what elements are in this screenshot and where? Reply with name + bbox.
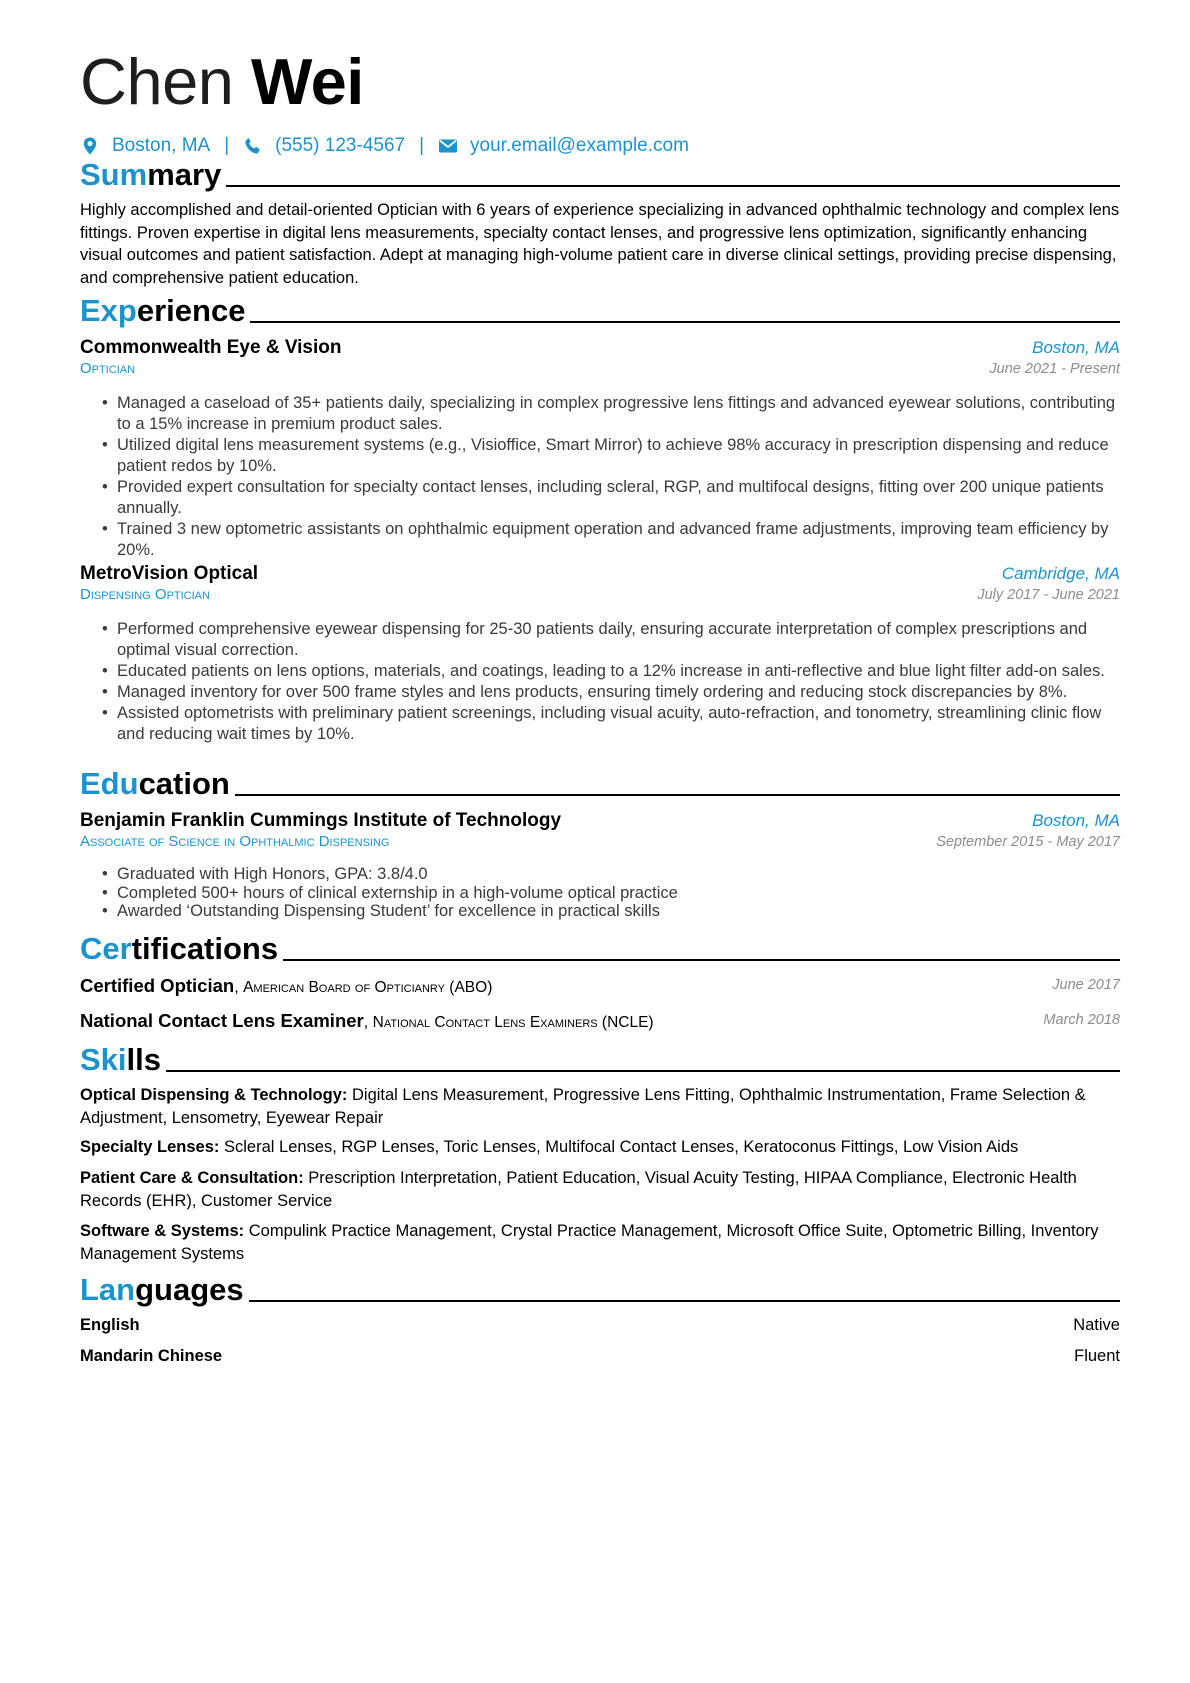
section-title: Skills <box>80 1042 161 1077</box>
list-item: • Managed a caseload of 35+ patients daily, specializing in complex progressive lens fittings and advanced eyewear solutions, contributing to a 15% increase in premium product sales. <box>80 393 1120 435</box>
language-name: Mandarin Chinese <box>80 1347 223 1365</box>
certification-item: Certified Optician, American Board of Opticianry (ABO) June 2017 <box>80 975 1120 996</box>
language-item <box>80 1344 1120 1368</box>
education-bullets <box>80 865 1120 921</box>
map-pin-icon <box>80 136 100 156</box>
section-rule <box>249 1300 1120 1302</box>
summary-text: Highly accomplished and detail-oriented Optician with 6 years of experience specializing in advanced ophthalmic technology and complex lens fittings. Proven expertise in digital lens measurements, specialty contact lenses, and progressive lens optimization, significantly enhancing visual outcomes and patient satisfaction. Adept at managing high-volume patient care in diverse clinical settings, providing precise dispensing, and comprehensive patient education. <box>80 201 1120 287</box>
skill-group <box>80 1136 1120 1159</box>
school-header <box>80 809 1120 833</box>
job-bullets <box>80 393 1120 561</box>
degree: Associate of Science in Ophthalmic Dispensing <box>80 833 390 850</box>
job-header <box>80 336 1120 360</box>
job-role: Dispensing Optician <box>80 586 210 603</box>
language-level: Fluent <box>1074 1347 1120 1365</box>
contact-separator: | <box>419 135 425 156</box>
section-rule <box>235 794 1120 796</box>
last-name: Wei <box>250 45 364 118</box>
language-level: Native <box>1073 1316 1120 1334</box>
certification-name: Certified Optician <box>80 975 235 996</box>
list-item: • Utilized digital lens measurement systems (e.g., Visioffice, Smart Mirror) to achieve 98% accuracy in prescription dispensing and reduce patient redos by 10%. <box>80 435 1120 477</box>
job-dates: July 2017 - June 2021 <box>977 587 1120 603</box>
section-header-languages <box>80 1269 1120 1309</box>
phone-text: (555) 123-4567 <box>275 135 406 156</box>
email-link[interactable]: your.email@example.com <box>470 135 689 156</box>
job-subheader <box>80 585 1120 609</box>
list-item: • Managed inventory for over 500 frame styles and lens products, ensuring timely ordering and reducing stock discrepancies by 8%. <box>80 682 1120 703</box>
section-header-summary <box>80 154 1120 194</box>
list-item: • Educated patients on lens options, materials, and coatings, leading to a 12% increase in anti-reflective and blue light filter add-on sales. <box>80 661 1120 682</box>
section-header-experience <box>80 290 1120 330</box>
list-item: • Graduated with High Honors, GPA: 3.8/4.0 <box>80 865 1120 884</box>
section-title: Education <box>80 766 230 801</box>
job-location: Cambridge, MA <box>1001 564 1120 583</box>
list-item: • Assisted optometrists with preliminary patient screenings, including visual acuity, auto-refraction, and tonometry, streamlining clinic flow and reducing wait times by 10%. <box>80 703 1120 745</box>
job-role: Optician <box>80 360 136 377</box>
candidate-name <box>80 44 364 120</box>
skill-list: Prescription Interpretation, Patient Education, Visual Acuity Testing, HIPAA Compliance, Electronic Health Records (EHR), Customer Service <box>80 1169 1077 1210</box>
first-name: Chen <box>80 45 234 118</box>
phone-icon <box>243 136 263 156</box>
language-item <box>80 1313 1120 1337</box>
section-rule <box>166 1070 1120 1072</box>
skill-group <box>80 1220 1120 1265</box>
certification-org: National Contact Lens Examiners (NCLE) <box>372 1014 654 1031</box>
skill-label: Specialty Lenses: <box>80 1138 220 1156</box>
skill-label: Patient Care & Consultation: <box>80 1169 304 1187</box>
skill-group <box>80 1167 1120 1212</box>
skill-label: Software & Systems: <box>80 1222 245 1240</box>
school-name: Benjamin Franklin Cummings Institute of Technology <box>80 810 562 831</box>
company-name: Commonwealth Eye & Vision <box>80 337 342 358</box>
section-header-certifications <box>80 928 1120 968</box>
skill-label: Optical Dispensing & Technology: <box>80 1086 348 1104</box>
school-location: Boston, MA <box>1032 811 1120 830</box>
list-item: • Trained 3 new optometric assistants on ophthalmic equipment operation and advanced frame adjustments, improving team efficiency by 20%. <box>80 519 1120 561</box>
certification-item: National Contact Lens Examiner, National Contact Lens Examiners (NCLE) March 2018 <box>80 1010 1120 1031</box>
certification-org: American Board of Opticianry (ABO) <box>243 979 493 996</box>
certification-date: March 2018 <box>1043 1012 1120 1028</box>
job-location: Boston, MA <box>1032 338 1120 357</box>
job-bullets <box>80 619 1120 745</box>
job-dates: June 2021 - Present <box>989 361 1120 377</box>
section-rule <box>226 185 1120 187</box>
list-item: • Provided expert consultation for specialty contact lenses, including scleral, RGP, and multifocal designs, fitting over 200 unique patients annually. <box>80 477 1120 519</box>
certification-date: June 2017 <box>1052 977 1120 993</box>
section-title: Certifications <box>80 931 279 966</box>
section-rule <box>250 321 1120 323</box>
section-rule <box>283 959 1120 961</box>
company-name: MetroVision Optical <box>80 563 259 584</box>
location-text: Boston, MA <box>112 135 211 156</box>
job-header <box>80 562 1120 586</box>
envelope-icon <box>438 136 458 156</box>
list-item: • Performed comprehensive eyewear dispensing for 25-30 patients daily, ensuring accurate interpretation of complex prescriptions and optimal visual correction. <box>80 619 1120 661</box>
skill-list: Digital Lens Measurement, Progressive Lens Fitting, Ophthalmic Instrumentation, Frame Selection & Adjustment, Lensometry, Eyewear Repair <box>80 1086 1086 1127</box>
section-title: Summary <box>80 157 222 192</box>
skill-list: Scleral Lenses, RGP Lenses, Toric Lenses, Multifocal Contact Lenses, Keratoconus Fittings, Low Vision Aids <box>224 1138 1019 1156</box>
skill-group <box>80 1084 1120 1129</box>
school-subheader <box>80 832 1120 856</box>
resume-page <box>80 0 1120 1683</box>
contact-separator: | <box>224 135 230 156</box>
section-header-skills <box>80 1039 1120 1079</box>
certification-name: National Contact Lens Examiner <box>80 1010 364 1031</box>
section-title: Experience <box>80 293 246 328</box>
list-item: • Completed 500+ hours of clinical externship in a high-volume optical practice <box>80 884 1120 903</box>
skill-list: Compulink Practice Management, Crystal Practice Management, Microsoft Office Suite, Optometric Billing, Inventory Management Systems <box>80 1222 1099 1263</box>
language-name: English <box>80 1316 140 1334</box>
job-subheader <box>80 359 1120 383</box>
list-item: • Awarded ‘Outstanding Dispensing Student’ for excellence in practical skills <box>80 902 1120 921</box>
school-dates: September 2015 - May 2017 <box>936 834 1120 850</box>
section-title: Languages <box>80 1272 244 1307</box>
section-header-education <box>80 763 1120 803</box>
